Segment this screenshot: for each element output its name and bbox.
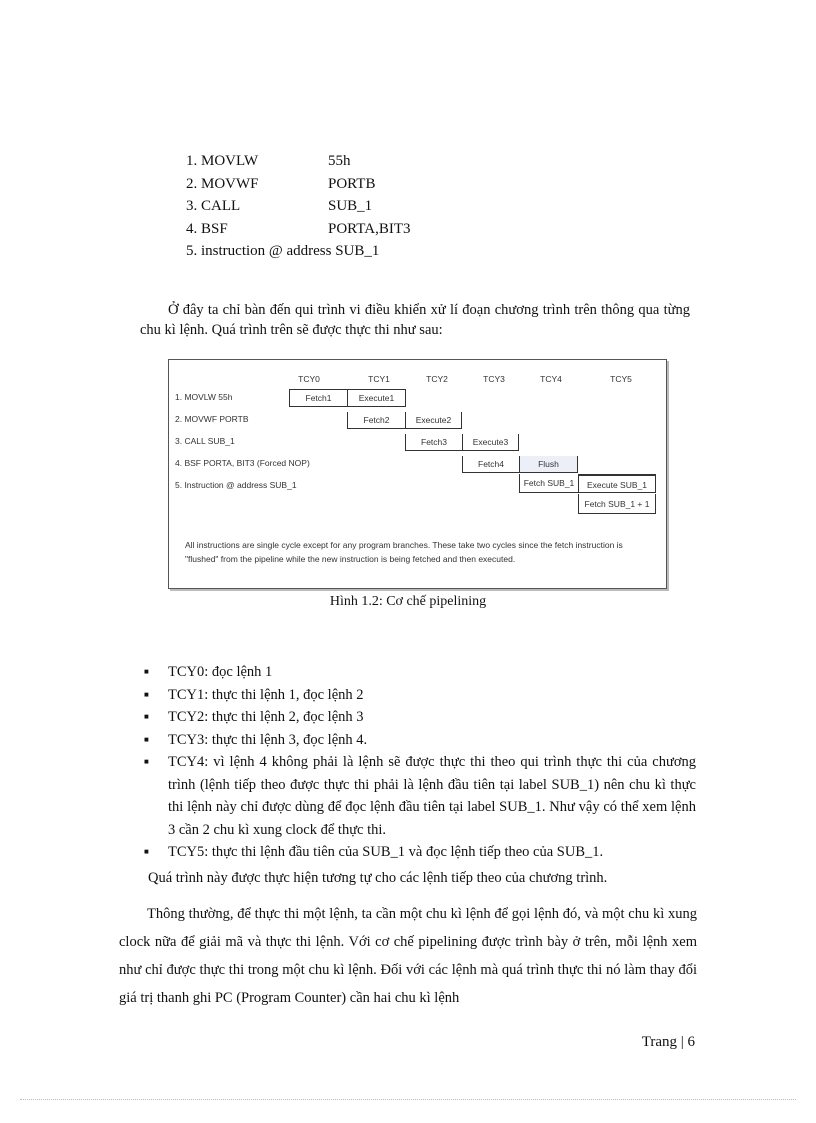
pipeline-cell: Fetch SUB_1 + 1 — [578, 494, 656, 514]
tcy-label: TCY4 — [540, 374, 562, 384]
code-line: 5. instruction @ address SUB_1 — [186, 243, 380, 259]
pipeline-cell: Fetch3 — [405, 434, 462, 451]
tcy-label: TCY2 — [426, 374, 448, 384]
page-number: Trang | 6 — [641, 1034, 695, 1050]
row-label: 2. MOVWF PORTB — [175, 414, 249, 424]
footer-divider — [20, 1099, 796, 1100]
pipeline-cell: Execute3 — [462, 434, 519, 451]
tcy-label: TCY0 — [298, 374, 320, 384]
tcy-label: TCY1 — [368, 374, 390, 384]
bullet-list — [144, 661, 696, 864]
row-label: 1. MOVLW 55h — [175, 392, 233, 402]
list-item: ■ TCY2: thực thi lệnh 2, đọc lệnh 3 — [144, 706, 696, 729]
figure-note: All instructions are single cycle except for any program branches. These take two cycles since the fetch instruction is "flushed" from the pipeline while the new instruction is being fetched and then executed. — [185, 540, 623, 564]
paragraph: Quá trình này được thực hiện tương tự cho các lệnh tiếp theo của chương trình. — [148, 870, 608, 886]
pipeline-cell: Fetch SUB_1 — [519, 474, 578, 493]
pipeline-figure — [168, 359, 667, 589]
list-item: ■ TCY5: thực thi lệnh đầu tiên của SUB_1 và đọc lệnh tiếp theo của SUB_1. — [144, 841, 696, 864]
pipeline-cell: Execute1 — [347, 390, 406, 407]
list-item: ■ TCY3: thực thi lệnh 3, đọc lệnh 4. — [144, 729, 696, 752]
row-label: 5. Instruction @ address SUB_1 — [175, 480, 297, 490]
code-line: 3. CALL SUB_1 — [186, 198, 373, 214]
list-item: ■ TCY1: thực thi lệnh 1, đọc lệnh 2 — [144, 684, 696, 707]
figure-caption: Hình 1.2: Cơ chế pipelining — [329, 594, 487, 609]
code-line: 2. MOVWF PORTB — [186, 175, 376, 192]
pipeline-cell: Execute2 — [405, 412, 462, 429]
code-line: 4. BSF PORTA,BIT3 — [186, 220, 411, 237]
pipeline-cell: Fetch1 — [289, 390, 347, 407]
code-listing — [186, 150, 411, 263]
paragraph: Thông thường, để thực thi một lệnh, ta cần một chu kì lệnh để gọi lệnh đó, và một chu kì xung clock nữa để giải mã và thực thi lệnh. Với cơ chế pipelining được trình bày ở trên, mỗi lệnh xem như chỉ được thực thi trong một chu kì lệnh. Đối với các lệnh mà quá trình thực thi nó làm thay đổi giá trị thanh ghi PC (Program Counter) cần hai chu kì lệnh — [119, 906, 697, 1006]
tcy-label: TCY3 — [483, 374, 505, 384]
list-item: ■ TCY0: đọc lệnh 1 — [144, 661, 696, 684]
code-line: 1. MOVLW 55h — [186, 153, 351, 169]
pipeline-cell: Flush — [519, 456, 578, 473]
row-label: 4. BSF PORTA, BIT3 (Forced NOP) — [175, 458, 310, 468]
pipeline-cell: Fetch4 — [462, 456, 519, 473]
pipeline-cell: Fetch2 — [347, 412, 405, 429]
row-label: 3. CALL SUB_1 — [175, 436, 235, 446]
tcy-label: TCY5 — [610, 374, 632, 384]
intro-paragraph: Ở đây ta chỉ bàn đến qui trình vi điều khiển xử lí đoạn chương trình trên thông qua từng chu kì lệnh. Quá trình trên sẽ được thực thi như sau: — [140, 302, 690, 338]
pipeline-cell: Execute SUB_1 — [578, 474, 656, 493]
list-item: ■ TCY4: vì lệnh 4 không phải là lệnh sẽ được thực thi theo qui trình thực thi của chương trình (lệnh tiếp theo được thực thi phải là lệnh đầu tiên tại label SUB_1) nên chu kì thực thi lệnh này chỉ được dùng để đọc lệnh đầu tiên tại label SUB_1. Như vậy có thể xem lệnh 3 cần 2 chu kì xung clock để thực thi. — [144, 751, 696, 841]
